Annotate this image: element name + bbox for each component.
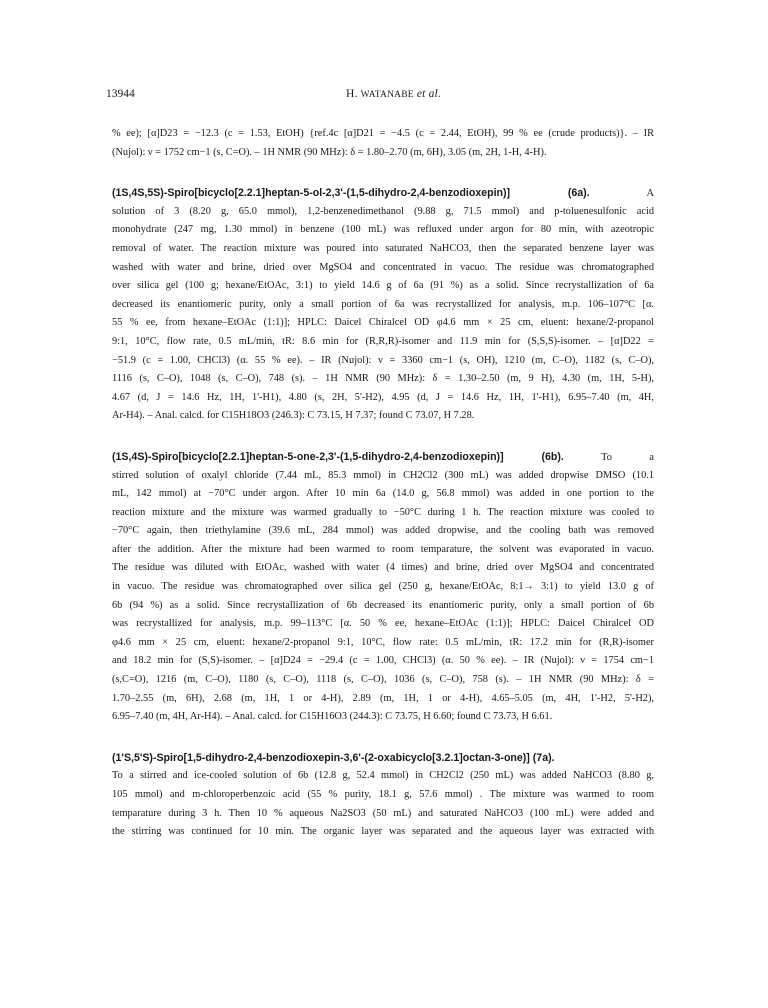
body-line: was recrystallized for analysis, m.p. 99–113°C [α. 50 % ee, hexane–EtOAc (1:1)]; HPLC: Daicel Chiralcel OD [112,618,654,630]
author-initial: H. [346,88,361,100]
body-line: (s,C=O), 1216 (m, C–O), 1180 (s, C–O), 1118 (s, C–O), 1036 (s, C–O), 758 (s). – 1H NMR (90 MHz): δ = [112,674,654,686]
body-line: stirred solution of oxalyl chloride (7.44 mL, 85.3 mmol) in CH2Cl2 (300 mL) was added dropwise DMSO (10.1 [112,469,654,481]
body-line: Ar-H4). – Anal. calcd. for C15H18O3 (246.3): C 73.15, H 7.37; found C 73.07, H 7.28. [112,410,475,422]
body-line: temparature during 3 h. Then 10 % aqueous Na2SO3 (50 mL) and saturated NaHCO3 (100 mL) were added and [112,807,654,819]
page-header [106,88,662,104]
body-line: 9:1, 10°C, flow rate, 0.5 mL/min, tR: 8.6 min for (R,R,R)-isomer and 11.9 min for (S,S,S)-isomer. – [α]D22 = [112,335,654,347]
body-line: φ4.6 mm × 25 cm, eluent: hexane/2-propanol 9:1, 10°C, flow rate: 0.5 mL/min, tR: 17.2 min for (R,R)-isomer [112,636,654,648]
body-line: reaction mixture and the mixture was warmed gradually to −50°C during 1 h. The reaction mixture was cooled to [112,506,654,518]
compound-heading: (1S,4S,5S)-Spiro[bicyclo[2.2.1]heptan-5-ol-2,3'-(1,5-dihydro-2,4-benzodioxepin)] (6a). [112,187,590,200]
article-body [112,125,654,842]
intro-paragraph [112,125,654,162]
author-suffix: et al. [416,88,442,100]
body-line: mL, 142 mmol) at −70°C under argon. After 10 min 6a (14.0 g, 56.8 mmol) was added in one portion to the [112,488,654,500]
body-line: 1.70–2.55 (m, 6H), 2.68 (m, 1H, 1 or 4-H), 2.89 (m, 1H, 1 or 4-H), 4.65–5.05 (m, 4H, 1'-H2, 5'-H2), [112,692,654,704]
body-line: The residue was diluted with EtOAc, washed with water (4 times) and brine, dried over MgSO4 and concentrated [112,562,654,574]
section-heading-line: (1S,4S,5S)-Spiro[bicyclo[2.2.1]heptan-5-ol-2,3'-(1,5-dihydro-2,4-benzodioxepin)] (6a). A [112,187,654,200]
experimental-section-6b [112,448,654,727]
compound-heading: (1S,4S)-Spiro[bicyclo[2.2.1]heptan-5-one-2,3'-(1,5-dihydro-2,4-benzodioxepin)] (6b). [112,450,564,463]
body-line: To a stirred and ice-cooled solution of 6b (12.8 g, 52.4 mmol) in CH2Cl2 (250 mL) was added NaHCO3 (8.80 g, [112,770,654,782]
body-line: after the addition. After the mixture had been warmed to room temparature, the solvent was evaporated in vacuo. [112,543,654,555]
section-heading-line [112,749,654,768]
experimental-section-7a [112,749,654,842]
body-line: 6b (94 %) as a solid. Since recrystallization of 6b decreased its enantiomeric purity, only a small portion of 6b [112,599,654,611]
body-line: % ee); [α]D23 = −12.3 (c = 1.53, EtOH) {ref.4c [α]D21 = −4.5 (c = 2.44, EtOH), 99 % ee (crude products)}. – IR [112,128,654,139]
body-line: 6.95–7.40 (m, 4H, Ar-H4). – Anal. calcd. for C15H16O3 (244.3): C 73.75, H 6.60; found C 73.73, H 6.61. [112,711,553,723]
compound-heading: (1'S,5'S)-Spiro[1,5-dihydro-2,4-benzodioxepin-3,6'-(2-oxabicyclo[3.2.1]octan-3-one)] (7a). [112,751,555,764]
body-line: solution of 3 (8.20 g, 65.0 mmol), 1,2-benzenedimethanol (9.88 g, 71.5 mmol) and p-toluenesulfonic acid [112,205,654,217]
body-line: in vacuo. The residue was chromatographed over silica gel (250 g, hexane/EtOAc, 8:1→ 3:1) to yield 13.0 g of [112,581,654,593]
page-number: 13944 [106,88,135,100]
body-line: decreased its enantiomeric purity, only a small portion of 6a was recrystallized for analysis, m.p. 106–107°C [α. [112,298,654,310]
body-line: monohydrate (247 mg, 1.30 mmol) in benzene (100 mL) was refluxed under argon for 80 min, with azeotropic [112,224,654,236]
body-line: −70°C again, then triethylamine (39.6 mL, 284 mmol) was added dropwise, and the cooling bath was removed [112,525,654,537]
running-head [346,88,441,100]
body-line: 55 % ee, from hexane–EtOAc (1:1)]; HPLC: Daicel Chiralcel OD φ4.6 mm × 25 cm, eluent: hexane/2-propanol [112,317,654,329]
author-surname: WATANABE [360,90,414,100]
body-line: the stirring was continued for 10 min. The organic layer was separated and the aqueous layer was extracted with [112,826,654,838]
body-line: 4.67 (d, J = 14.6 Hz, 1H, 1'-H1), 4.80 (s, 2H, 5'-H2), 4.95 (d, J = 14.6 Hz, 1H, 1'-H1), 6.95–7.40 (m, 4H, [112,391,654,403]
body-line: 1116 (s, C–O), 1048 (s, C–O), 748 (s). – 1H NMR (90 MHz): δ = 1.30–2.50 (m, 9 H), 4.30 (m, 1H, 5-H), [112,373,654,385]
body-line: washed with water and brine, dried over MgSO4 and concentrated in vacuo. The residue was chromatographed [112,261,654,273]
body-line: 105 mmol) and m-chloroperbenzoic acid (55 % purity, 18.1 g, 57.6 mmol) . The mixture was warmed to room [112,789,654,800]
body-line: (Nujol): ν = 1752 cm−1 (s, C=O). – 1H NMR (90 MHz): δ = 1.80–2.70 (m, 6H), 3.05 (m, 2H, 1-H, 4-H). [112,146,547,158]
body-line: over silica gel (100 g; hexane/EtOAc, 3:1) to yield 14.6 g of 6a (91 %) as a solid. Since recrystallization of 6a [112,280,654,292]
section-heading-line: (1S,4S)-Spiro[bicyclo[2.2.1]heptan-5-one-2,3'-(1,5-dihydro-2,4-benzodioxepin)] (6b). To a [112,450,654,463]
body-line: removal of water. The reaction mixture was poured into saturated NaHCO3, then the separated benzene layer was [112,242,654,254]
experimental-section-6a [112,184,654,426]
body-line: −51.9 (c = 1.00, CHCl3) (α. 55 % ee). – IR (Nujol): ν = 3360 cm−1 (s, OH), 1210 (m, C–O), 1182 (s, C–O), [112,354,654,366]
body-line: and 18.2 min for (S,S)-isomer. – [α]D24 = −29.4 (c = 1.00, CHCl3) (α. 50 % ee). – IR (Nujol): ν = 1754 cm−1 [112,655,654,667]
